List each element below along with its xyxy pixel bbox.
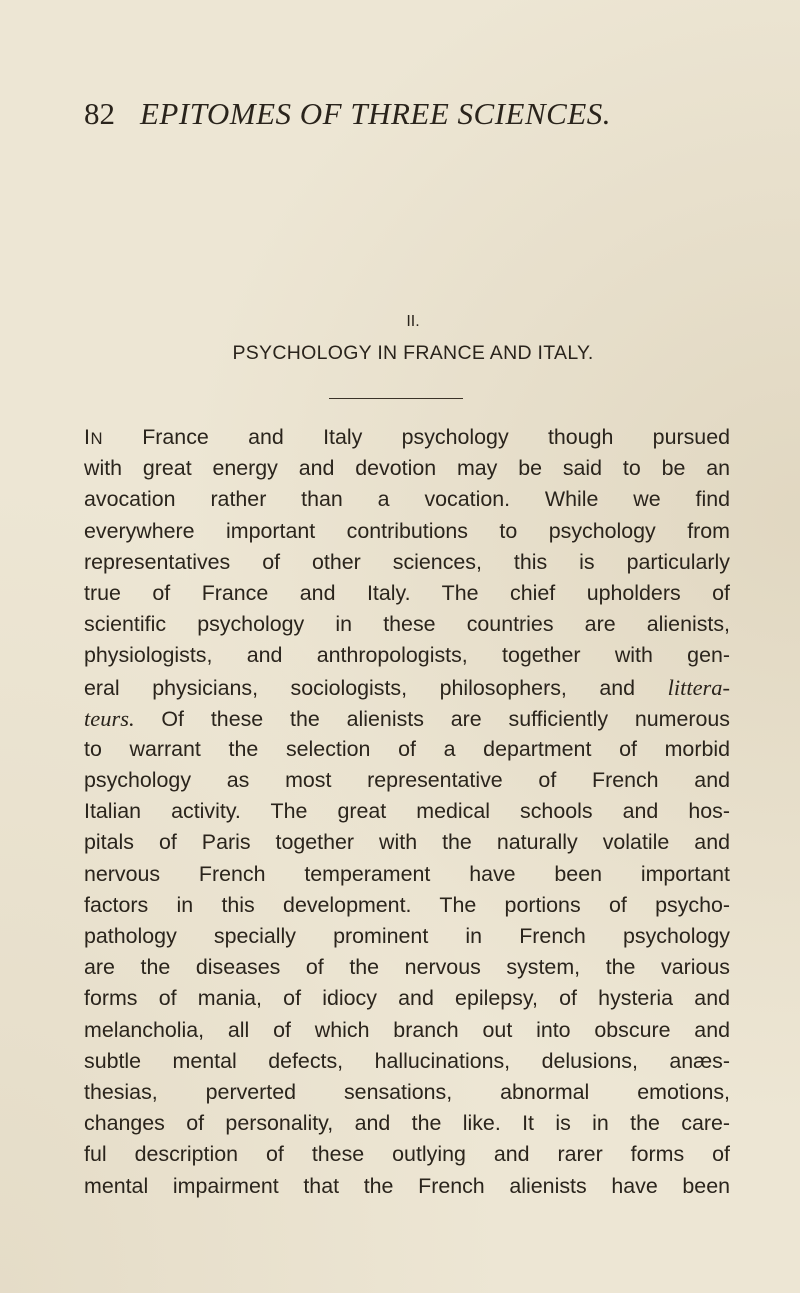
line-text: changes of personality, and the like. It is in the care- bbox=[84, 1111, 730, 1136]
text-line bbox=[84, 921, 730, 952]
text-line bbox=[84, 453, 730, 484]
text-line bbox=[84, 1015, 730, 1046]
body-paragraph bbox=[84, 422, 730, 1202]
title-rule bbox=[329, 398, 463, 399]
page-number: 82 bbox=[84, 96, 115, 131]
chapter-number: II. bbox=[406, 313, 420, 330]
running-title: EPITOMES OF THREE SCIENCES. bbox=[140, 96, 612, 131]
text-line bbox=[84, 422, 730, 453]
line-text: subtle mental defects, hallucinations, delusions, anæs- bbox=[84, 1048, 730, 1073]
line-text: forms of mania, of idiocy and epilepsy, of hysteria and bbox=[84, 986, 730, 1011]
text-line bbox=[84, 983, 730, 1014]
line-text: pitals of Paris together with the naturally volatile and bbox=[84, 830, 730, 855]
line-text: representatives of other sciences, this is particularly bbox=[84, 549, 730, 574]
text-line bbox=[84, 547, 730, 578]
text-line bbox=[84, 859, 730, 890]
text-line bbox=[84, 640, 730, 671]
line-text: nervous French temperament have been important bbox=[84, 861, 730, 886]
line-text: Of these the alienists are sufficiently numerous bbox=[134, 706, 730, 731]
initial-letter: I bbox=[84, 425, 91, 449]
text-line bbox=[84, 765, 730, 796]
line-text: psychology as most representative of French and bbox=[84, 768, 730, 793]
text-line bbox=[84, 578, 730, 609]
line-text: ful description of these outlying and rarer forms of bbox=[84, 1142, 730, 1167]
text-line bbox=[84, 734, 730, 765]
small-caps-text: N bbox=[90, 429, 103, 448]
text-line bbox=[84, 609, 730, 640]
text-line bbox=[84, 1171, 730, 1202]
text-line bbox=[84, 890, 730, 921]
text-line bbox=[84, 516, 730, 547]
text-line bbox=[84, 796, 730, 827]
line-text: France and Italy psychology though pursued bbox=[102, 425, 730, 449]
line-text: pathology specially prominent in French psychology bbox=[84, 924, 730, 948]
line-text: everywhere important contributions to psychology from bbox=[84, 518, 730, 543]
line-text: melancholia, all of which branch out into obscure and bbox=[84, 1017, 730, 1042]
text-line bbox=[84, 827, 730, 858]
chapter-title: PSYCHOLOGY IN FRANCE AND ITALY. bbox=[232, 342, 594, 364]
line-text: thesias, perverted sensations, abnormal emotions, bbox=[84, 1079, 730, 1104]
line-text: true of France and Italy. The chief upholders of bbox=[84, 580, 730, 605]
line-text: with great energy and devotion may be said to be an bbox=[84, 456, 730, 481]
italic-text: teurs. bbox=[84, 705, 135, 731]
line-text: Italian activity. The great medical schools and hos- bbox=[84, 799, 730, 824]
running-head bbox=[84, 94, 724, 134]
line-text: mental impairment that the French alienists have been bbox=[84, 1173, 730, 1198]
text-line bbox=[84, 484, 730, 515]
text-line bbox=[84, 952, 730, 983]
text-line bbox=[84, 672, 730, 703]
line-text: to warrant the selection of a department of morbid bbox=[84, 736, 730, 761]
text-line bbox=[84, 1139, 730, 1170]
text-line bbox=[84, 1108, 730, 1139]
italic-text: littera- bbox=[667, 674, 730, 700]
line-text: physiologists, and anthropologists, together with gen- bbox=[84, 643, 730, 668]
text-line bbox=[84, 1046, 730, 1077]
text-line bbox=[84, 703, 730, 734]
line-text: avocation rather than a vocation. While we find bbox=[84, 487, 730, 512]
text-line bbox=[84, 1077, 730, 1108]
line-text: are the diseases of the nervous system, the various bbox=[84, 955, 730, 980]
line-text: factors in this development. The portions of psycho- bbox=[84, 892, 730, 917]
line-text: eral physicians, sociologists, philosophers, and bbox=[84, 675, 668, 700]
line-text: scientific psychology in these countries are alienists, bbox=[84, 612, 730, 637]
